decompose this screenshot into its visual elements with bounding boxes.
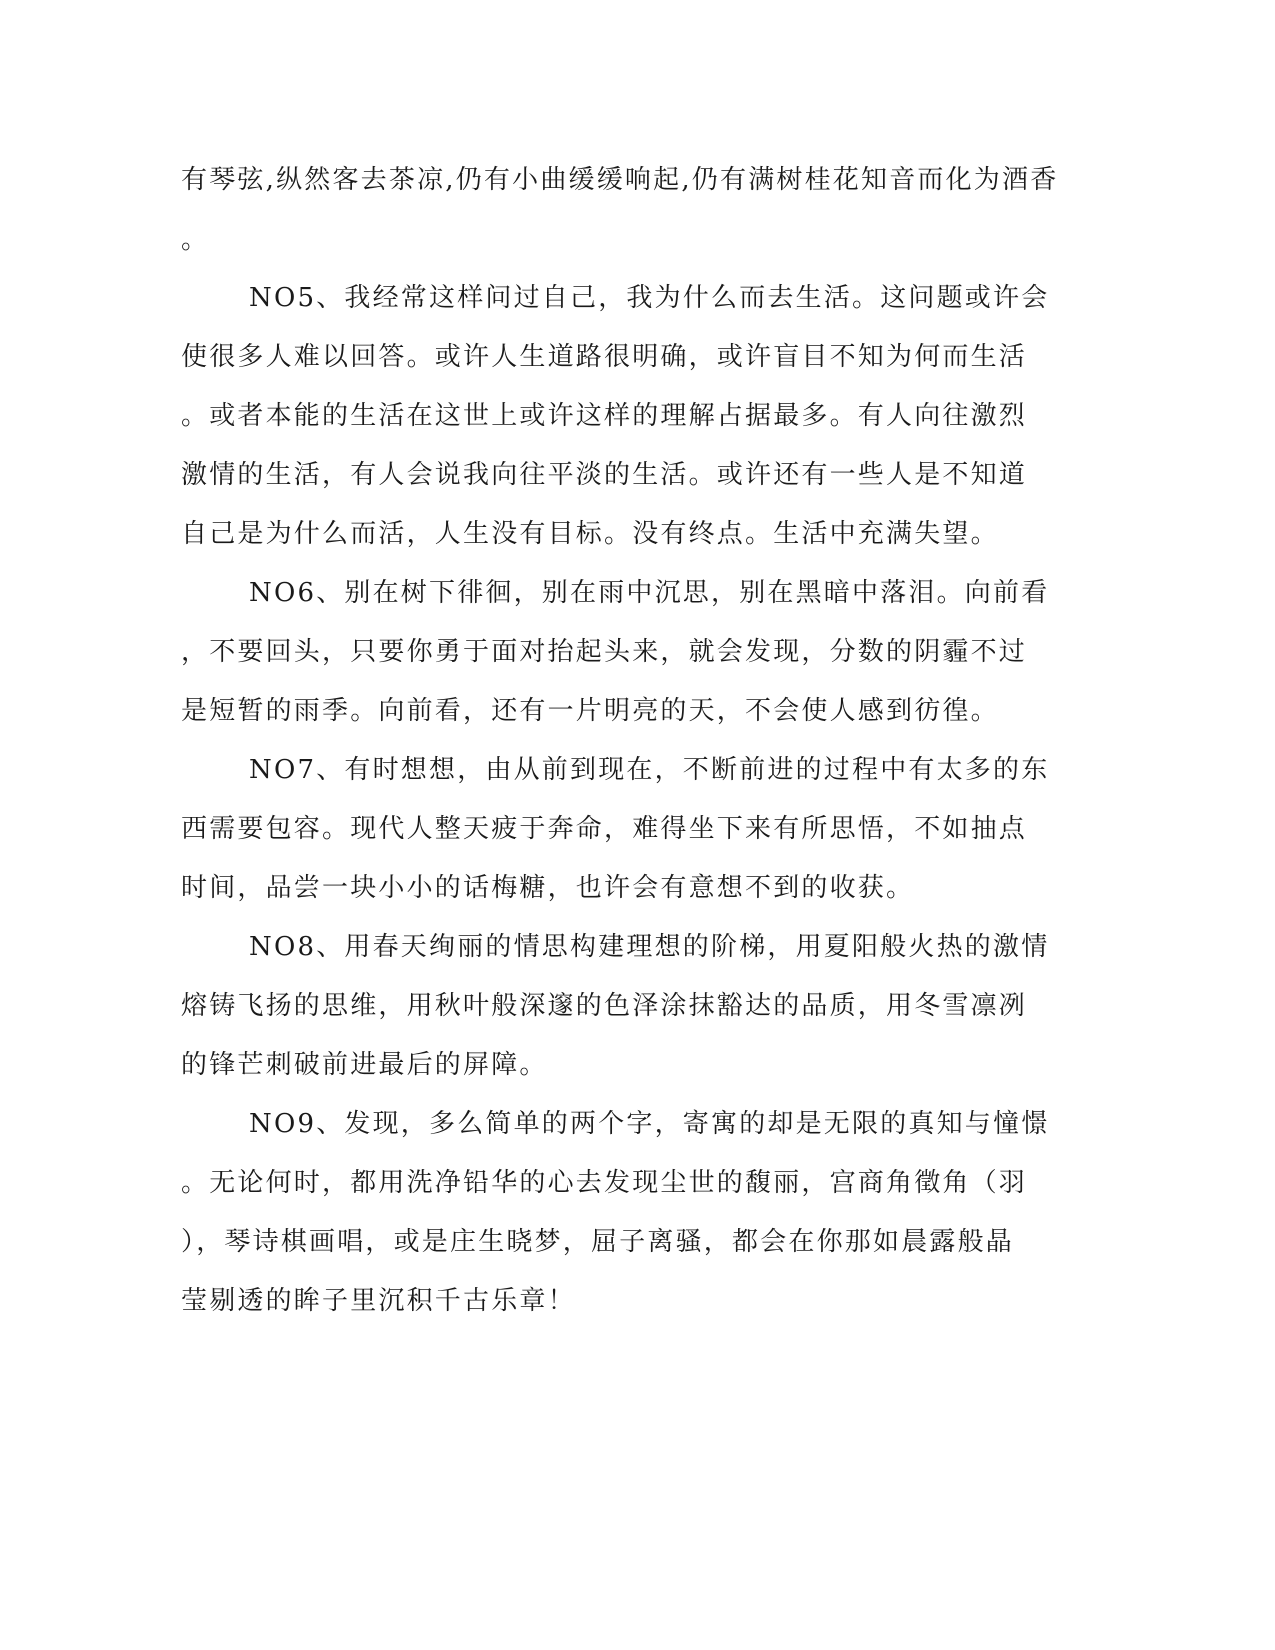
text-line: 莹剔透的眸子里沉积千古乐章！	[181, 1286, 576, 1316]
text-line: ），琴诗棋画唱，或是庄生晓梦，屈子离骚，都会在你那如晨露般晶	[181, 1227, 1015, 1257]
paragraph-start-no7: NO7、有时想想，由从前到现在，不断前进的过程中有太多的东	[249, 755, 1050, 785]
paragraph-start-no8: NO8、用春天绚丽的情思构建理想的阶梯，用夏阳般火热的激情	[249, 932, 1050, 962]
paragraph-start-no9: NO9、发现，多么简单的两个字，寄寓的却是无限的真知与憧憬	[249, 1109, 1050, 1139]
text-line: 激情的生活，有人会说我向往平淡的生活。或许还有一些人是不知道	[181, 460, 1028, 490]
text-line: 时间，品尝一块小小的话梅糖，也许会有意想不到的收获。	[181, 873, 915, 903]
text-line: 是短暂的雨季。向前看，还有一片明亮的天，不会使人感到彷徨。	[181, 696, 999, 726]
text-line: 西需要包容。现代人整天疲于奔命，难得坐下来有所思悟，不如抽点	[181, 814, 1028, 844]
text-line: 使很多人难以回答。或许人生道路很明确，或许盲目不知为何而生活	[181, 342, 1028, 372]
text-line: 的锋芒刺破前进最后的屏障。	[181, 1050, 548, 1080]
text-line: 。或者本能的生活在这世上或许这样的理解占据最多。有人向往激烈	[181, 401, 1028, 431]
text-line: 。	[181, 225, 210, 255]
text-line: 。无论何时，都用洗净铅华的心去发现尘世的馥丽，宫商角徵角（羽	[181, 1168, 1028, 1198]
paragraph-start-no6: NO6、别在树下徘徊，别在雨中沉思，别在黑暗中落泪。向前看	[249, 578, 1050, 608]
text-line: 有琴弦,纵然客去茶凉,仍有小曲缓缓响起,仍有满树桂花知音而化为酒香	[181, 165, 1059, 195]
paragraph-start-no5: NO5、我经常这样问过自己，我为什么而去生活。这问题或许会	[249, 283, 1050, 313]
text-line: ，不要回头，只要你勇于面对抬起头来，就会发现，分数的阴霾不过	[181, 637, 1028, 667]
text-line: 自己是为什么而活，人生没有目标。没有终点。生活中充满失望。	[181, 519, 999, 549]
text-line: 熔铸飞扬的思维，用秋叶般深邃的色泽涂抹豁达的品质，用冬雪凛冽	[181, 991, 1028, 1021]
